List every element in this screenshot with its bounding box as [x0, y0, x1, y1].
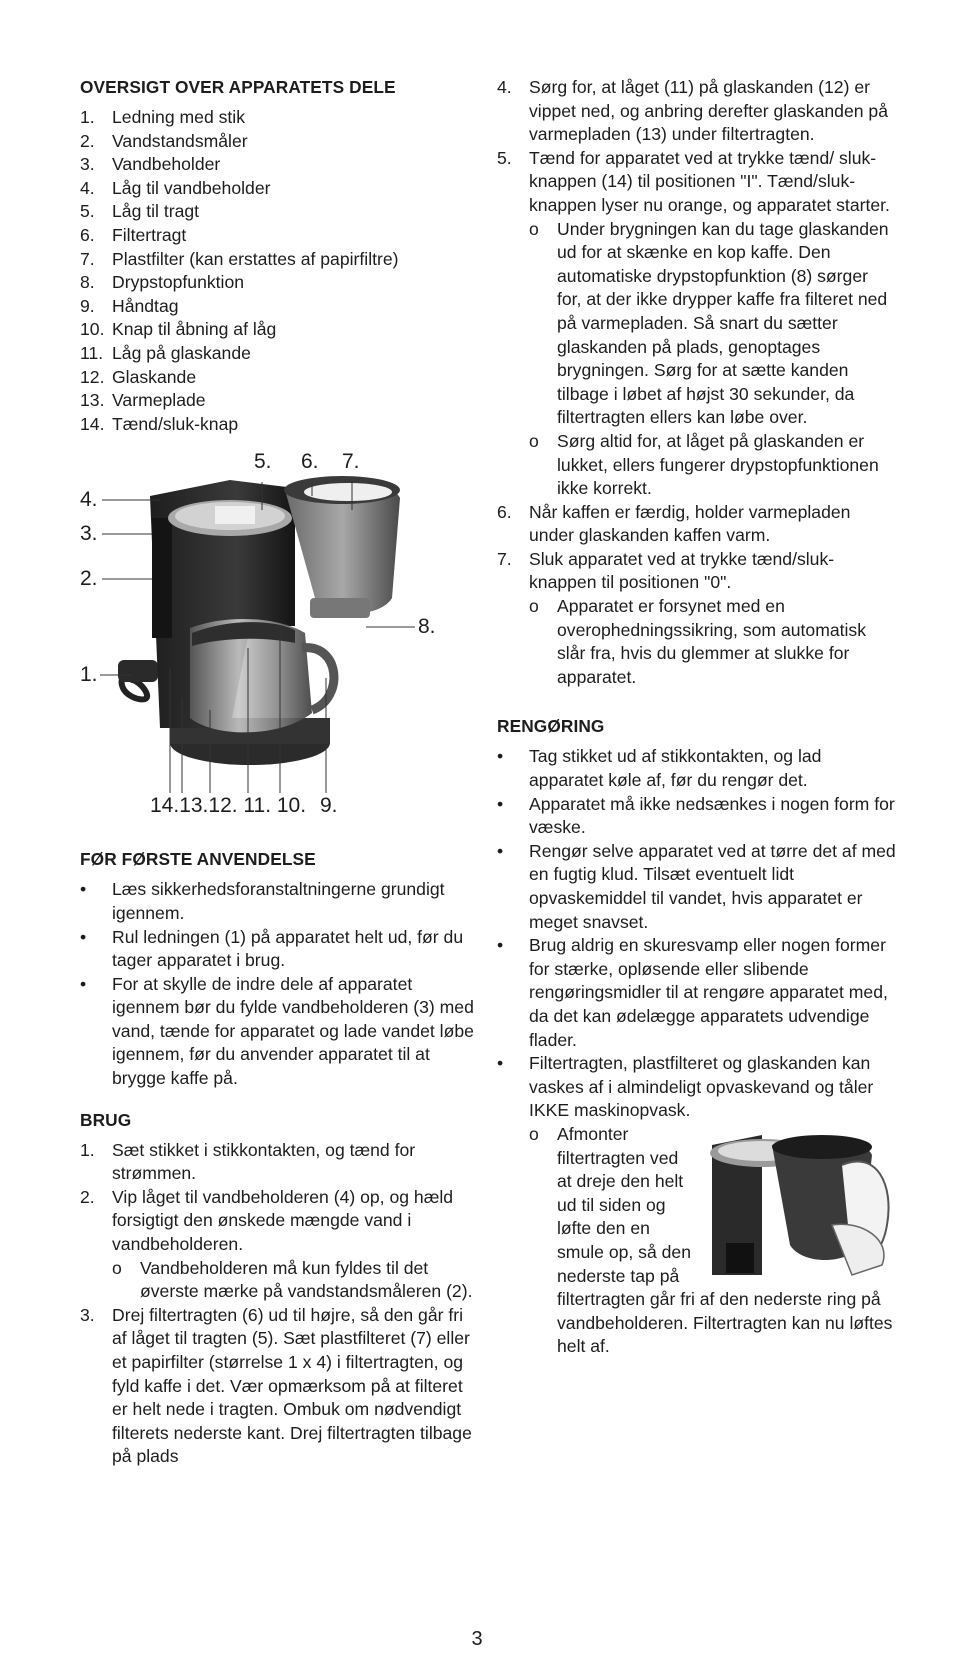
right-column	[497, 76, 897, 1359]
callout-8: 8.	[418, 615, 436, 639]
list-item: 2. Vandstandsmåler	[80, 130, 248, 151]
callout-bottom-row: 14.13.12. 11. 10.	[150, 794, 307, 818]
sub-list	[529, 218, 897, 501]
first-use-list	[80, 878, 480, 1090]
callout-7: 7.	[342, 450, 360, 474]
list-item: 6. Filtertragt	[80, 224, 187, 245]
list-item: 7. Sluk apparatet ved at trykke tænd/sluk-knappen til positionen "0". o Apparatet er forsynet med en overophedningssikring, som automatisk slår fra, hvis du glemmer at slukke for apparatet.	[497, 548, 897, 690]
first-use-heading: FØR FØRSTE ANVENDELSE	[80, 849, 316, 870]
list-item: • For at skylle de indre dele af apparatet igennem bør du fylde vandbeholderen (3) med vand, tænde for apparatet og lade vandet løbe igennem, før du anvender apparatet til at brygge kaffe på.	[80, 973, 474, 1089]
cleaning-list	[497, 745, 897, 1358]
sub-list	[529, 1123, 897, 1359]
list-item: • Apparatet må ikke nedsænkes i nogen form for væske.	[497, 793, 895, 838]
callout-5: 5.	[254, 450, 272, 474]
list-item: 1. Ledning med stik	[80, 107, 246, 127]
list-item: 9. Håndtag	[80, 295, 179, 316]
sub-item: o Vandbeholderen må kun fyldes til det øverste mærke på vandstandsmåleren (2).	[112, 1257, 473, 1302]
parts-heading: OVERSIGT OVER APPARATETS DELE	[80, 77, 396, 97]
sub-list	[529, 595, 897, 689]
list-item: 5. Tænd for apparatet ved at trykke tænd/ sluk-knappen (14) til positionen "I". Tænd/sluk-knappen lyser nu orange, og apparatet starter. o Under brygningen kan du tage glaskanden ud for at skænke en kop kaffe. Den automatiske drypstopfunktion (8) sørger for, at der ikke drypper kaffe fra filteret ned på varmepladen. Så snart du sætter glaskanden på plads, genoptages brygningen. Sørg for at sætte kanden tilbage i løbet af højst 30 sekunder, da filtertragten ellers kan løbe over. o Sørg altid for, at låget på glaskanden er lukket, ellers fungerer drypstopfunktionen ikke korrekt.	[497, 147, 897, 501]
list-item: 7. Plastfilter (kan erstattes af papirfiltre)	[80, 248, 399, 269]
list-item: 11. Låg på glaskande	[80, 342, 251, 363]
parts-list	[80, 106, 480, 436]
sub-item: o Apparatet er forsynet med en overophedningssikring, som automatisk slår fra, hvis du glemmer at slukke for apparatet.	[529, 596, 867, 687]
coffee-maker-diagram	[80, 448, 480, 838]
usage-list	[80, 1139, 480, 1469]
list-item: 13. Varmeplade	[80, 390, 206, 411]
list-item: 4. Låg til vandbeholder	[80, 177, 271, 198]
list-item: 14. Tænd/sluk-knap	[80, 413, 239, 434]
list-item: • Rul ledningen (1) på apparatet helt ud, før du tager apparatet i brug.	[80, 926, 464, 971]
left-column	[80, 76, 480, 1469]
sub-item: o Under brygningen kan du tage glaskanden ud for at skænke en kop kaffe. Den automatiske drypstopfunktion (8) sørger for, at der ikke drypper kaffe fra filteret ned på varmepladen. Så snart du sætter glaskanden på plads, genoptages brygningen. Sørg for at sætte kanden tilbage i løbet af højst 30 sekunder, da filtertragten ellers kan løbe over.	[529, 218, 889, 428]
filter-funnel-photo	[702, 1125, 897, 1285]
callout-9: 9.	[320, 794, 338, 818]
callout-2: 2.	[80, 567, 98, 591]
sub-item: o Afmonter filtertragten ved at dreje den helt ud til siden og løfte den en smule op, så den nederste tap på filtertragten går fri af den nederste ring på vandbeholderen. Filtertragten kan nu løftes helt af.	[529, 1123, 897, 1359]
list-item: • Brug aldrig en skuresvamp eller nogen former for stærke, opløsende eller slibende rengøringsmidler til at rengøre apparatet med, da det kan ødelægge apparatets udvendige flader.	[497, 935, 888, 1050]
callout-3: 3.	[80, 522, 98, 546]
sub-list	[112, 1257, 480, 1304]
cleaning-heading: RENGØRING	[497, 716, 605, 737]
callout-1: 1.	[80, 663, 98, 687]
page-number: 3	[471, 1628, 483, 1650]
list-item: 8. Drypstopfunktion	[80, 272, 245, 293]
list-item: • Filtertragten, plastfilteret og glaskanden kan vaskes af i almindeligt opvaskevand og tåler IKKE maskinopvask. o Afmonter filtertragten ved at dreje den helt ud til siden og løfte den en smule op, så den nederste tap på filtertragten går fri af den nederste ring på vandbeholderen. Filtertragten kan nu løftes helt af.	[497, 1052, 897, 1359]
list-item: 6. Når kaffen er færdig, holder varmepladen under glaskanden kaffen varm.	[497, 501, 851, 546]
list-item: • Tag stikket ud af stikkontakten, og lad apparatet køle af, før du rengør det.	[497, 746, 822, 791]
list-item: • Rengør selve apparatet ved at tørre det af med en fugtig klud. Tilsæt eventuelt lidt opvaskemiddel til vandet, hvis apparatet er meget snavset.	[497, 840, 896, 932]
list-item: 4. Sørg for, at låget (11) på glaskanden (12) er vippet ned, og anbring derefter glaskanden på varmepladen (13) under filtertragten.	[497, 77, 888, 145]
usage-heading: BRUG	[80, 1109, 132, 1130]
sub-item: o Sørg altid for, at låget på glaskanden er lukket, ellers fungerer drypstopfunktionen ikke korrekt.	[529, 430, 879, 499]
callout-4: 4.	[80, 488, 98, 512]
list-item: • Læs sikkerhedsforanstaltningerne grundigt igennem.	[80, 879, 445, 923]
list-item: 1. Sæt stikket i stikkontakten, og tænd for strømmen.	[80, 1139, 416, 1184]
list-item: 12. Glaskande	[80, 366, 197, 387]
list-item: 5. Låg til tragt	[80, 201, 200, 222]
list-item: 3. Vandbeholder	[80, 154, 221, 175]
list-item: 3. Drej filtertragten (6) ud til højre, så den går fri af låget til tragten (5). Sæt plastfilteret (7) eller et papirfilter (størrelse 1 x 4) i filtertragten, og fyld kaffe i det. Vær opmærksom på at filteret er helt nede i tragten. Ombuk om nødvendigt filterets nederste kant. Drej filtertragten tilbage på plads	[80, 1304, 472, 1467]
callout-6: 6.	[301, 450, 319, 474]
usage-list-continued	[497, 76, 897, 689]
coffee-maker-illustration	[80, 448, 480, 838]
list-item: 2. Vip låget til vandbeholderen (4) op, og hæld forsigtigt den ønskede mængde vand i vandbeholderen. o Vandbeholderen må kun fyldes til det øverste mærke på vandstandsmåleren (2).	[80, 1186, 480, 1304]
list-item: 10. Knap til åbning af låg	[80, 319, 277, 340]
